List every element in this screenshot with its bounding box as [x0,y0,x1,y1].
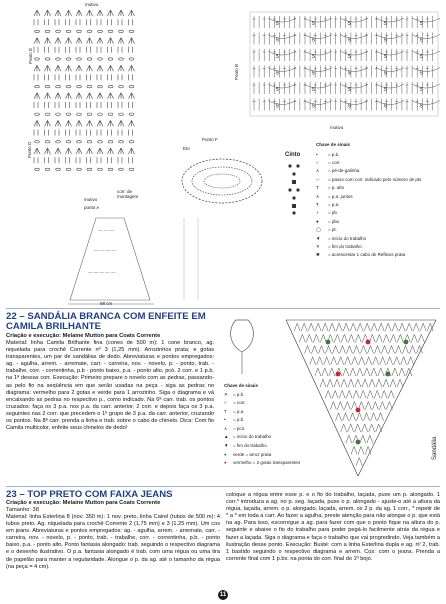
svg-text:5: 5 [384,37,387,44]
legend-text: = pbx [328,218,340,224]
legend-22-item [224,416,304,425]
svg-text:5: 5 [348,54,351,60]
label-ponto-d: Ponto D [27,141,32,158]
svg-text:5: 5 [276,21,279,27]
svg-text:5: 5 [312,103,315,110]
label-ponto-b: Ponto B [234,63,239,80]
legend-symbol-icon: ◦◦ [316,176,320,182]
svg-text:5: 5 [384,87,387,93]
legend-text: verde = arroz prata [233,451,272,457]
svg-text:5: 5 [348,70,351,77]
article-22-title: 22 – SANDÁLIA BRANCA COM ENFEITE EM CAMILA BRILHANTE [6,311,206,332]
svg-text:5: 5 [348,103,351,110]
legend-top-item [316,184,444,192]
legend-symbol-icon: + [316,210,319,216]
label-motivo-top: motivo [85,2,99,7]
legend-top-item [316,176,444,184]
legend-symbol-icon: ● [316,218,319,224]
legend-text: = p.b. [233,417,245,423]
legend-symbol-icon: ○ [224,400,227,406]
cinto-chart [284,160,306,216]
svg-text:5: 5 [420,70,423,77]
oval-motif [176,152,268,210]
legend-top-item [316,251,444,259]
stitch-chart-left [28,4,146,176]
legend-top-item [316,209,444,217]
svg-text:5: 5 [348,87,351,93]
legend-top-item [316,243,444,251]
legend-top-item [316,226,444,234]
legend-22-item [224,442,304,451]
label-motivo-right: motivo [330,125,344,130]
legend-text: = p.a. juntos [328,193,353,199]
legend-symbol-icon: • [316,151,318,157]
section-divider-2 [6,486,440,487]
legend-text: = acrescentar 1 cabo de Reflexis prata [328,252,406,258]
legend-text: = p.a. [233,408,245,414]
legend-22-item [224,459,304,468]
legend-symbol-icon: Ŧ [316,201,319,207]
legend-symbol-icon: ✱ [316,252,320,258]
legend-top-title: Chave de sinais [316,142,351,147]
legend-symbol-icon: ▼ [224,443,229,449]
legend-22 [224,384,304,468]
label-eto: Eto [183,146,190,151]
svg-text:5: 5 [276,37,279,44]
svg-text:— — —: — — — [98,228,115,233]
legend-text: = passo com corr. indicado pelo número de pts [328,176,422,182]
svg-text:5: 5 [312,37,315,44]
legend-22-item [224,391,304,400]
label-cinto: Cinto [285,152,301,158]
label-motivo-a: motivo [84,197,98,202]
article-22-credits: Criação e execução: Melaine Mutton para Coats Corrente [6,333,161,339]
legend-text: = corr. [233,400,246,406]
legend-symbol-icon: ● [224,451,227,457]
svg-text:5: 5 [276,103,279,110]
section-divider [6,308,440,309]
svg-text:5: 5 [348,37,351,44]
svg-text:5: 5 [276,54,279,60]
legend-top-item [316,235,444,243]
label-dimension: 98 cm [100,301,113,306]
legend-22-item [224,408,304,417]
svg-text:5: 5 [276,87,279,93]
article-23-size: Tamanho: 38 [6,507,39,513]
legend-22-item [224,433,304,442]
article-23-left-text: Material: linha Esterlina 8 (nov. 350 m): 1 nov. preto, linha Cairel (tubos de 500 m): 4 tubos preto. Ag. niquelada para crochê Corrente 2 (1,75 mm) e 3 (1,25 mm). Um cos em jeans. Abreviaturas e pontos empregados: ag. - agulha, arrem. - arremate, carr. - carreira, nov. - novelo, p. - ponto, trab. - trabalhe, corr. - correntinha, p.b. - ponto baixo, p.a. - ponto alto. Ponto fantasia alongado: trab. seguindo o respectivo diagrama e o desenho ilustrativo. O p.a. fantasia alongado é trab. com uma régua ou uma tira de papelão para manter a regularidade. Alongue o p. da ag. até o tamanho da régua (na peça = 4 cm). [6,514,220,570]
legend-symbol-icon: ∧ [316,193,320,199]
page-number: 11 [219,592,227,598]
legend-top-item [316,151,444,159]
legend-text: = p.b [233,391,244,397]
svg-text:5: 5 [384,21,387,27]
legend-text: = pb [328,210,337,216]
legend-22-item [224,451,304,460]
legend-symbol-icon: • [224,417,226,423]
legend-text: = p.b. [328,151,340,157]
legend-symbol-icon: ▼ [316,235,321,241]
legend-symbol-icon: T [224,408,227,414]
svg-text:5: 5 [384,103,387,110]
label-ponto-e: Ponto E [28,47,33,64]
svg-text:5: 5 [420,103,423,110]
article-23 [6,490,220,571]
legend-text: = fim do trabalho [233,443,267,449]
legend-top-item [316,159,444,167]
svg-text:5: 5 [420,37,423,44]
article-23-right [226,492,440,563]
legend-top-item [316,193,444,201]
svg-text:5: 5 [312,70,315,77]
legend-symbol-icon: ● [224,460,227,466]
legend-text: = p.a. [328,201,340,207]
svg-text:5: 5 [384,70,387,77]
legend-symbol-icon: ◯ [316,227,322,233]
stitch-chart-right [230,4,442,126]
label-corr-montagem: corr. de montagem [117,189,139,199]
svg-text:5: 5 [420,54,423,60]
legend-text: = pé-de-galinha [328,168,360,174]
article-23-right-text: coloque a régua entre esse p. e o fio do trabalho, laçada, puxe um p. alongado. 1 corr.* introduza a ag. no p. seg. laçada, puxe o p. alongado - ajuste-o até a altura da régua, laçada, arrem. o p. alongado, laçada, arrem. os 2 p. da ag. 1 corr., * repetir de * a * em toda a carr. Ao fazer a agulha, preste atenção para não alongar o p. que está na ag. Para isso, escorregue a ag. para fazer com que o ponto fique na altura do p. seguinte e abaixe o fio do trabalho para poder pegá-lo facilmente atrás da régua e fazer a laçada. Siga o diagrama e faça o trabalho que vai progredindo. Veja também a ilustração desse ponto. Execução: Busté: com a linha Esterlina dupla e ag. nº 2, trab. 1 bastido seguindo o respectivo diagrama e arrem. Cos: com o jeans. Prenda a corrente final com 1 p.bx. na ponta do corr. final do 1º bojo. [226,492,440,562]
legend-22-item [224,399,304,408]
legend-top [316,143,444,260]
legend-text: = pcò. [233,425,246,431]
legend-top-item [316,218,444,226]
legend-22-title: Chave de sinais [224,383,259,388]
svg-text:— — — — —: — — — — — [88,270,116,275]
legend-text: = p. alto [328,185,345,191]
article-23-credits: Criação e execução: Melaine Mutton para Coats Corrente [6,500,161,506]
legend-symbol-icon: ⋏ [316,168,320,174]
legend-text: vermelho = 2 gotas transparentes [233,460,301,466]
article-23-title: 23 – TOP PRETO COM FAIXA JEANS [6,489,173,500]
legend-symbol-icon: ✕ [224,391,228,397]
garment-outline [64,212,236,308]
legend-symbol-icon: ✕ [316,243,320,249]
svg-text:5: 5 [420,87,423,93]
legend-top-item [316,201,444,209]
svg-text:5: 5 [312,21,315,27]
legend-text: = fim do trabalho [328,243,362,249]
legend-text: = início do trabalho [233,434,272,440]
legend-22-item [224,425,304,434]
article-22-body: Material: linha Camila Brilhante fina (cones de 500 m): 1 cone branco, ag. niquelada para crochê Corrente nº 3 (1,25 mm). Arrozinhos prata; e gotas transparentes, um par de sandálias de dedo. Abreviaturas e pontos empregados: ag. - agulha, arrem. - arremate, carr. - carreira, nov. - novelo, p. - ponto, trab. - trabalhe, corr. - correntinha, p.b - ponto baixo, p.a. - ponto alto, pcò. 2 corr. e 1 p.b. na 1ª dessas corr. Execução: Primeiro prepare o novelo com as pedras, passando-as pelo fio na seqüência em que serão usadas na peça - siga as pedras no diagrama: vermelho para 2 gotas e verde para 1 arrozinho. Siga o diagrama e vá encaixando as pedras no respectivo p., como indicado. Na 6ª carr. trab. os pontos cruzados: faça os 3 p.a. nos p.a. da carr. anterior, 2 corr. e depois faça os 3 p.a. seguintes nas 2 corr. que precedem o 1º grupo de 3 p.a. da carr. anterior, cruzando os pontos. Na 8ª carr. prenda a linha e trab. sobre o cabo de chinelo. Dica: Com fio Camila multicolor, enfeite seus chinelos de dedo! [6,340,214,432]
legend-symbol-icon: ○ [316,159,319,165]
label-ponto-a: ponto A [84,205,100,210]
svg-text:5: 5 [276,70,279,77]
legend-text: = corr. [328,159,341,165]
legend-top-item [316,167,444,175]
svg-text:5: 5 [384,54,387,60]
legend-symbol-icon: ▲ [224,434,229,440]
svg-text:5: 5 [420,21,423,27]
svg-text:5: 5 [312,54,315,60]
svg-text:5: 5 [312,87,315,93]
legend-text: = início do trabalho [328,235,367,241]
label-sandalia: Sandália [432,436,438,460]
article-22 [6,312,216,482]
legend-symbol-icon: ⋏ [224,425,228,431]
svg-text:— — — —: — — — — [94,248,116,253]
legend-symbol-icon: T [316,185,319,191]
label-ponto-f: Ponto F [202,137,218,142]
legend-text: = pt. [328,227,337,233]
svg-text:5: 5 [348,21,351,27]
